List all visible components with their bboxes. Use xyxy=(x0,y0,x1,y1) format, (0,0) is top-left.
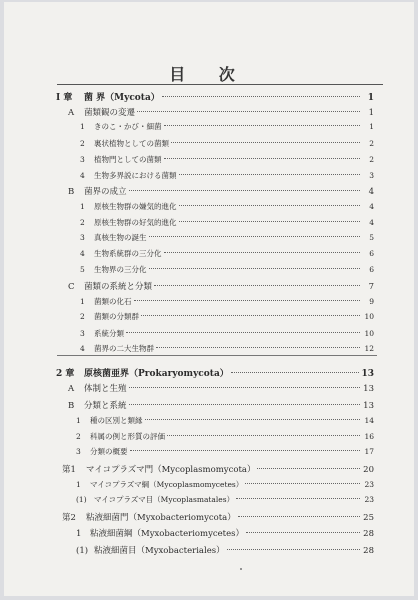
toc-entry-page: 16 xyxy=(364,432,374,441)
toc-entry-number: 2 xyxy=(80,218,85,227)
toc-entry-page: 5 xyxy=(369,233,374,242)
toc-entry-page: 6 xyxy=(369,265,374,274)
toc-entry xyxy=(76,527,374,540)
dot-leader xyxy=(137,111,360,112)
dot-leader xyxy=(245,483,360,484)
toc-entry xyxy=(80,201,374,214)
dot-leader xyxy=(154,285,360,286)
toc-entry-page: 1 xyxy=(368,108,374,118)
toc-entry-page: 23 xyxy=(364,480,374,489)
toc-entry-label: 粘液細菌門（Myxobacteriomycota） xyxy=(86,513,236,523)
toc-entry-number: 1 xyxy=(76,480,81,489)
toc-entry-number: (1) xyxy=(76,495,87,504)
toc-entry-number: 1 xyxy=(80,297,85,306)
dot-leader xyxy=(238,516,360,517)
toc-entry xyxy=(62,511,374,524)
toc-entry-label: 生物系統群の三分化 xyxy=(94,249,162,258)
dot-leader xyxy=(164,252,361,253)
toc-entry-number: 2 xyxy=(76,432,81,441)
toc-entry-label: 菌界の二大生物群 xyxy=(94,344,154,353)
toc-entry-label: 分類の概要 xyxy=(90,447,128,456)
toc-entry-page: 7 xyxy=(368,282,374,292)
toc-entry-number: 第1 xyxy=(62,465,76,475)
toc-entry xyxy=(76,431,374,444)
toc-entry-page: 4 xyxy=(369,218,374,227)
dot-leader xyxy=(231,372,360,373)
toc-entry-label: 原核菌亜界（Prokaryomycota） xyxy=(84,369,229,379)
toc-entry-number: 1 xyxy=(76,529,82,539)
toc-entry-label: 生物多界説における菌類 xyxy=(94,171,177,180)
toc-entry-number: 2 xyxy=(80,312,85,321)
toc-entry-label: 系統分類 xyxy=(94,329,124,338)
toc-entry xyxy=(68,280,374,293)
dot-leader xyxy=(257,468,360,469)
toc-entry-label: 菌類の分類群 xyxy=(94,312,139,321)
toc-entry-number: (1) xyxy=(76,546,89,556)
toc-entry xyxy=(68,382,374,395)
dot-leader xyxy=(179,205,361,206)
dot-leader xyxy=(145,419,361,420)
toc-entry xyxy=(56,366,374,379)
toc-entry xyxy=(76,494,374,507)
dot-leader xyxy=(164,158,361,159)
dot-leader xyxy=(167,435,360,436)
toc-entry-number: 3 xyxy=(80,233,85,242)
toc-entry-label: 種の区別と類縁 xyxy=(90,416,143,425)
toc-entry xyxy=(80,248,374,261)
toc-entry xyxy=(80,232,374,245)
dot-leader xyxy=(162,96,360,97)
toc-entry xyxy=(80,121,374,134)
toc-entry-label: 菌界の成立 xyxy=(84,187,127,197)
toc-entry xyxy=(76,415,374,428)
toc-entry-number: 4 xyxy=(80,344,85,353)
toc-entry-number: 1 xyxy=(80,122,85,131)
page-title: 目 次 xyxy=(169,65,249,84)
dot-leader xyxy=(130,450,361,451)
toc-entry-page: 10 xyxy=(364,312,374,321)
toc-entry-page: 9 xyxy=(369,297,374,306)
toc-entry-label: マイコプラズマ綱（Mycoplasmomycetes） xyxy=(90,480,244,489)
toc-entry-label: 植物門としての菌類 xyxy=(94,155,162,164)
toc-entry xyxy=(76,544,374,557)
toc-entry xyxy=(80,328,374,341)
toc-entry-page: 23 xyxy=(364,495,374,504)
toc-entry-number: 3 xyxy=(80,155,85,164)
dot-leader xyxy=(227,549,360,550)
toc-entry-label: 粘液細菌綱（Myxobacteriomycetes） xyxy=(90,529,244,539)
toc-entry-page: 20 xyxy=(363,465,374,475)
toc-entry-page: 17 xyxy=(364,447,374,456)
toc-entry-number: C xyxy=(68,282,75,292)
toc-entry xyxy=(80,138,374,151)
dot-leader xyxy=(156,347,360,348)
toc-entry xyxy=(80,311,374,324)
paper-speck xyxy=(240,568,242,570)
toc-entry-page: 12 xyxy=(364,344,374,353)
toc-entry-page: 10 xyxy=(364,329,374,338)
toc-entry-number: 4 xyxy=(80,171,85,180)
toc-entry-page: 13 xyxy=(361,369,374,379)
toc-entry-page: 25 xyxy=(363,513,374,523)
toc-entry-number: I 章 xyxy=(56,93,73,103)
toc-entry xyxy=(80,264,374,277)
dot-leader xyxy=(126,332,360,333)
dot-leader xyxy=(149,268,361,269)
toc-entry-number: A xyxy=(68,108,75,118)
toc-entry-number: A xyxy=(68,384,75,394)
toc-entry-number: B xyxy=(68,401,75,411)
toc-entry xyxy=(56,90,374,103)
dot-leader xyxy=(179,221,361,222)
toc-entry-label: 原核生物群の好気的進化 xyxy=(94,218,177,227)
toc-entry-number: 1 xyxy=(76,416,81,425)
toc-entry-label: 分類と系統 xyxy=(84,401,127,411)
toc-entry xyxy=(68,185,374,198)
dot-leader xyxy=(141,315,360,316)
toc-entry-label: 科属の例と形質の評価 xyxy=(90,432,165,441)
dot-leader xyxy=(246,532,360,533)
toc-entry-page: 3 xyxy=(369,171,374,180)
toc-entry xyxy=(80,170,374,183)
toc-entry-number: 2 xyxy=(80,139,85,148)
toc-entry-number: 2 章 xyxy=(56,369,75,379)
toc-entry-label: 菌類の系統と分類 xyxy=(84,282,153,292)
dot-leader xyxy=(164,125,361,126)
title-rule xyxy=(57,84,383,85)
dot-leader xyxy=(171,142,360,143)
toc-entry xyxy=(76,479,374,492)
dot-leader xyxy=(134,300,361,301)
toc-entry-page: 4 xyxy=(368,187,374,197)
toc-entry-page: 4 xyxy=(369,202,374,211)
toc-entry-page: 28 xyxy=(363,529,374,539)
toc-entry-label: きのこ・かび・細菌 xyxy=(94,122,162,131)
dot-leader xyxy=(129,404,360,405)
chapter-separator xyxy=(57,355,377,356)
toc-entry xyxy=(62,463,374,476)
toc-entry-number: 3 xyxy=(76,447,81,456)
toc-entry-number: 1 xyxy=(80,202,85,211)
toc-entry-label: 粘液細菌目（Myxobacteriales） xyxy=(94,546,225,556)
dot-leader xyxy=(179,174,361,175)
toc-entry xyxy=(68,399,374,412)
toc-entry-number: B xyxy=(68,187,75,197)
toc-entry-label: マイコプラズマ目（Mycoplasmatales） xyxy=(94,495,235,504)
toc-entry-page: 28 xyxy=(363,546,374,556)
toc-entry-label: 原核生物群の嫌気的進化 xyxy=(94,202,177,211)
toc-entry-label: 菌類の化石 xyxy=(94,297,132,306)
toc-entry-label: 体制と生殖 xyxy=(84,384,127,394)
toc-entry-page: 1 xyxy=(367,93,374,103)
toc-entry-page: 2 xyxy=(369,139,374,148)
toc-entry xyxy=(80,217,374,230)
dot-leader xyxy=(129,190,360,191)
toc-entry-number: 3 xyxy=(80,329,85,338)
toc-entry xyxy=(68,106,374,119)
toc-entry-label: 裏状植物としての菌類 xyxy=(94,139,169,148)
toc-entry-number: 4 xyxy=(80,249,85,258)
toc-entry xyxy=(80,296,374,309)
toc-entry-number: 第2 xyxy=(62,513,76,523)
dot-leader xyxy=(149,236,361,237)
dot-leader xyxy=(129,387,360,388)
toc-entry-label: 菌 界（Mycota） xyxy=(84,93,160,103)
toc-entry-page: 14 xyxy=(364,416,374,425)
toc-entry-label: 真核生物の誕生 xyxy=(94,233,147,242)
book-page xyxy=(4,2,414,596)
toc-entry xyxy=(80,154,374,167)
toc-entry-page: 13 xyxy=(363,401,374,411)
toc-entry-label: 菌類観の変遷 xyxy=(84,108,136,118)
toc-entry-page: 1 xyxy=(369,122,374,131)
toc-entry-label: 生物界の三分化 xyxy=(94,265,147,274)
toc-entry xyxy=(76,446,374,459)
dot-leader xyxy=(236,498,360,499)
toc-entry-label: マイコプラズマ門（Mycoplasmomycota） xyxy=(86,465,256,475)
toc-entry-page: 6 xyxy=(369,249,374,258)
toc-entry-page: 13 xyxy=(363,384,374,394)
toc-entry-number: 5 xyxy=(80,265,85,274)
toc-entry-page: 2 xyxy=(369,155,374,164)
